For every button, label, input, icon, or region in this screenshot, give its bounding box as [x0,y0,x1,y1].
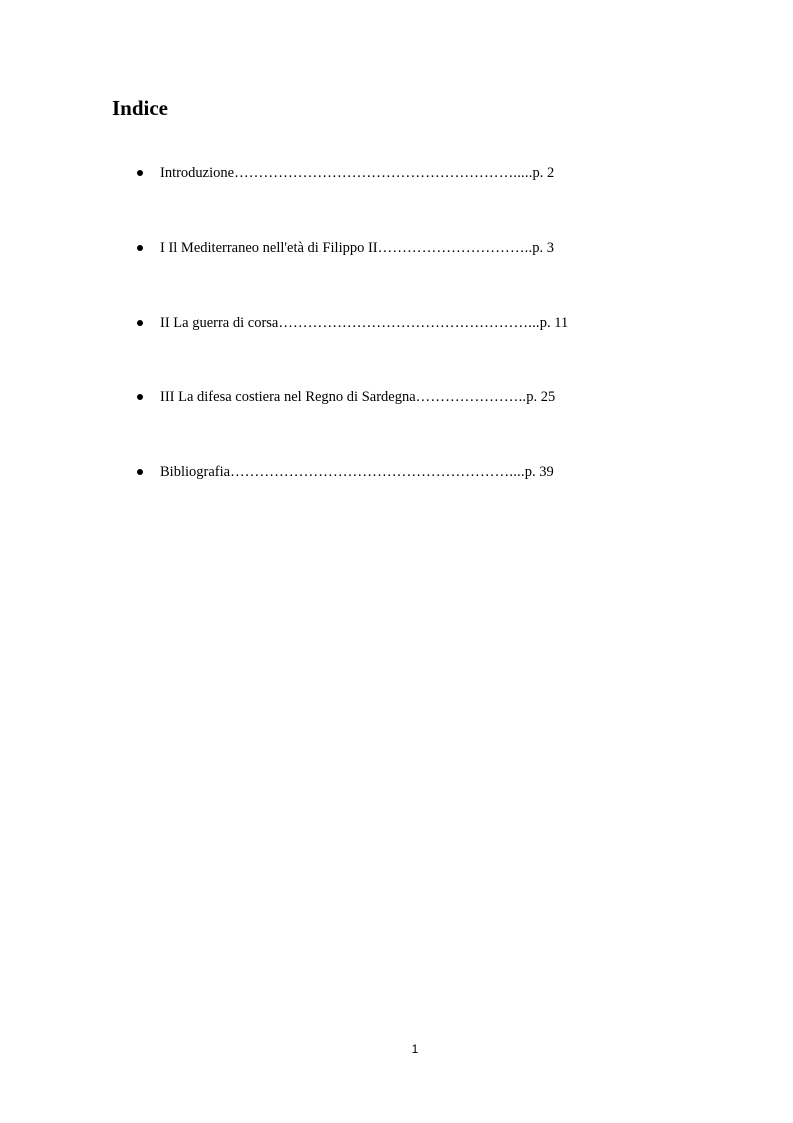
toc-entry-label: I Il Mediterraneo nell'età di Filippo II [160,240,378,256]
page-title: Indice [112,96,169,120]
toc-entry-chapter-2 [160,313,568,333]
toc-entry-label: Introduzione [160,165,235,181]
toc-entry-introduzione [160,163,554,183]
toc-entry-leader: ………………………………………………….... [230,464,525,480]
bullet-icon [137,320,143,326]
toc-entry-leader: ………………….. [415,389,527,405]
bullet-icon [137,469,143,475]
toc-entry-label: Bibliografia [160,464,231,480]
bullet-icon [137,394,143,400]
page-number: 1 [411,1042,419,1056]
toc-entry-page: p. 3 [532,240,555,256]
toc-entry-chapter-3 [160,387,555,407]
toc-entry-leader: …………………………………………………..... [234,165,533,181]
bullet-icon [137,245,143,251]
toc-entry-label: II La guerra di corsa [160,315,279,331]
toc-entry-page: p. 11 [539,315,569,331]
toc-entry-leader: ………………………….. [377,240,533,256]
toc-entry-leader: ……………………………………………... [278,315,540,331]
toc-entry-page: p. 25 [526,389,556,405]
toc-entry-label: III La difesa costiera nel Regno di Sardegna [160,389,416,405]
toc-entry-page: p. 2 [532,165,555,181]
bullet-icon [137,170,143,176]
toc-entry-chapter-1 [160,238,554,258]
toc-entry-bibliografia [160,462,554,482]
toc-entry-page: p. 39 [524,464,554,480]
